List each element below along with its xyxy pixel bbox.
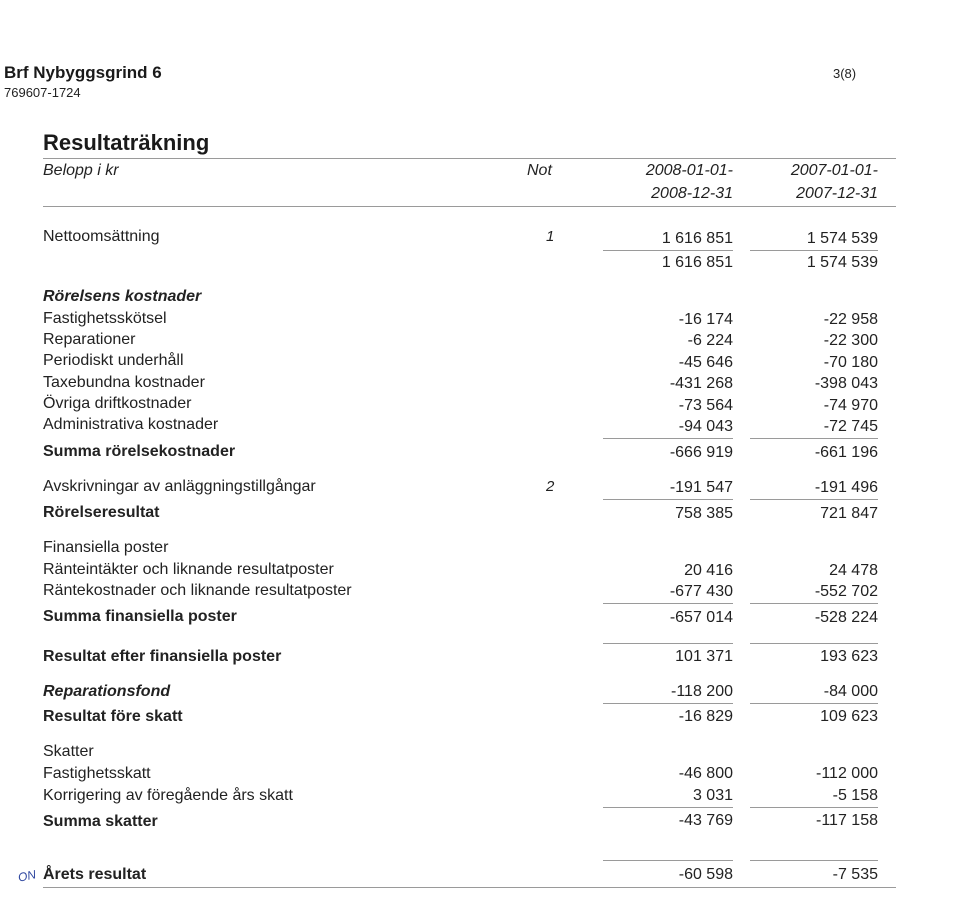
sum-rule <box>750 643 878 644</box>
value-2008: -677 430 <box>669 583 733 600</box>
row-label-total: Rörelseresultat <box>43 504 160 521</box>
organization-name: Brf Nybyggsgrind 6 <box>4 63 162 82</box>
value-2008: 1 616 851 <box>661 230 733 247</box>
value-2008: -73 564 <box>678 397 733 414</box>
row-label-total: Resultat efter finansiella poster <box>43 648 282 665</box>
value-2007: -84 000 <box>823 683 878 700</box>
value-2007: -117 158 <box>816 812 878 829</box>
value-2007: -661 196 <box>814 444 878 461</box>
row-label-total: Summa skatter <box>43 813 158 830</box>
value-2007: -72 745 <box>823 418 878 435</box>
value-2008: -118 200 <box>671 683 733 700</box>
row-label: Nettoomsättning <box>43 228 160 245</box>
value-2008: -43 769 <box>678 812 733 829</box>
row-label: Räntekostnader och liknande resultatposter <box>43 582 352 599</box>
section-heading: Rörelsens kostnader <box>43 288 202 305</box>
row-label: Reparationer <box>43 331 136 348</box>
value-2007: 24 478 <box>829 562 878 579</box>
page-title: Resultaträkning <box>43 130 210 155</box>
row-label: Ränteintäkter och liknande resultatposter <box>43 561 334 578</box>
value-2007: 109 623 <box>820 708 878 725</box>
note-ref: 2 <box>546 478 555 495</box>
sum-rule <box>603 807 733 808</box>
value-2008: 758 385 <box>675 505 733 522</box>
value-2007: -112 000 <box>816 765 878 782</box>
period-2007-start: 2007-01-01- <box>790 162 878 179</box>
sum-rule <box>750 499 878 500</box>
sum-rule <box>750 250 878 251</box>
row-label-total: Summa rörelsekostnader <box>43 443 236 460</box>
period-2008-start: 2008-01-01- <box>645 162 733 179</box>
sum-rule <box>603 250 733 251</box>
page-number: 3(8) <box>833 66 857 81</box>
value-2007: 721 847 <box>820 505 878 522</box>
value-2008: -666 919 <box>669 444 733 461</box>
sum-rule <box>750 807 878 808</box>
value-2007: -22 958 <box>823 311 878 328</box>
header-rule <box>43 206 896 207</box>
handwritten-initials: ON <box>16 867 38 885</box>
value-2007: -552 702 <box>814 583 878 600</box>
amount-label: Belopp i kr <box>43 162 119 179</box>
title-rule <box>43 158 896 159</box>
value-2008: -45 646 <box>678 354 733 371</box>
value-2007: -5 158 <box>832 787 878 804</box>
sum-rule <box>603 643 733 644</box>
row-label: Reparationsfond <box>43 683 171 700</box>
value-2008: -431 268 <box>669 375 733 392</box>
row-label: Fastighetsskötsel <box>43 310 167 327</box>
note-ref: 1 <box>546 228 555 245</box>
value-2008: -657 014 <box>669 609 733 626</box>
row-label: Övriga driftkostnader <box>43 395 192 412</box>
section-heading: Skatter <box>43 743 94 760</box>
sum-rule <box>603 703 733 704</box>
period-2008-end: 2008-12-31 <box>651 185 733 202</box>
value-2007: -528 224 <box>814 609 878 626</box>
value-2007: 1 574 539 <box>806 254 878 271</box>
row-label: Periodiskt underhåll <box>43 352 184 369</box>
bottom-rule <box>43 887 896 888</box>
value-2007: -70 180 <box>823 354 878 371</box>
row-label-total: Summa finansiella poster <box>43 608 237 625</box>
row-label: Korrigering av föregående års skatt <box>43 787 293 804</box>
sum-rule <box>603 603 733 604</box>
value-2007: -7 535 <box>832 866 878 883</box>
sum-rule <box>603 860 733 861</box>
period-2007-end: 2007-12-31 <box>796 185 878 202</box>
section-heading: Finansiella poster <box>43 539 169 556</box>
value-2008: -6 224 <box>687 332 733 349</box>
note-column-header: Not <box>527 162 552 179</box>
row-label: Taxebundna kostnader <box>43 374 205 391</box>
value-2007: -74 970 <box>823 397 878 414</box>
value-2008: -94 043 <box>678 418 733 435</box>
sum-rule <box>750 603 878 604</box>
row-label-total: Årets resultat <box>43 866 147 883</box>
row-label: Fastighetsskatt <box>43 765 151 782</box>
row-label: Administrativa kostnader <box>43 416 219 433</box>
sum-rule <box>603 438 733 439</box>
sum-rule <box>750 438 878 439</box>
value-2007: -398 043 <box>814 375 878 392</box>
value-2008: 1 616 851 <box>661 254 733 271</box>
value-2008: -60 598 <box>678 866 733 883</box>
value-2008: 20 416 <box>684 562 733 579</box>
value-2008: -191 547 <box>669 479 733 496</box>
sum-rule <box>750 703 878 704</box>
value-2008: -46 800 <box>678 765 733 782</box>
row-label: Avskrivningar av anläggningstillgångar <box>43 478 316 495</box>
value-2008: -16 174 <box>678 311 733 328</box>
sum-rule <box>750 860 878 861</box>
value-2007: 193 623 <box>820 648 878 665</box>
value-2007: -22 300 <box>823 332 878 349</box>
organization-number: 769607-1724 <box>4 85 81 100</box>
value-2007: -191 496 <box>814 479 878 496</box>
row-label-total: Resultat före skatt <box>43 708 183 725</box>
value-2008: -16 829 <box>678 708 733 725</box>
value-2008: 101 371 <box>675 648 733 665</box>
sum-rule <box>603 499 733 500</box>
value-2007: 1 574 539 <box>806 230 878 247</box>
value-2008: 3 031 <box>692 787 733 804</box>
